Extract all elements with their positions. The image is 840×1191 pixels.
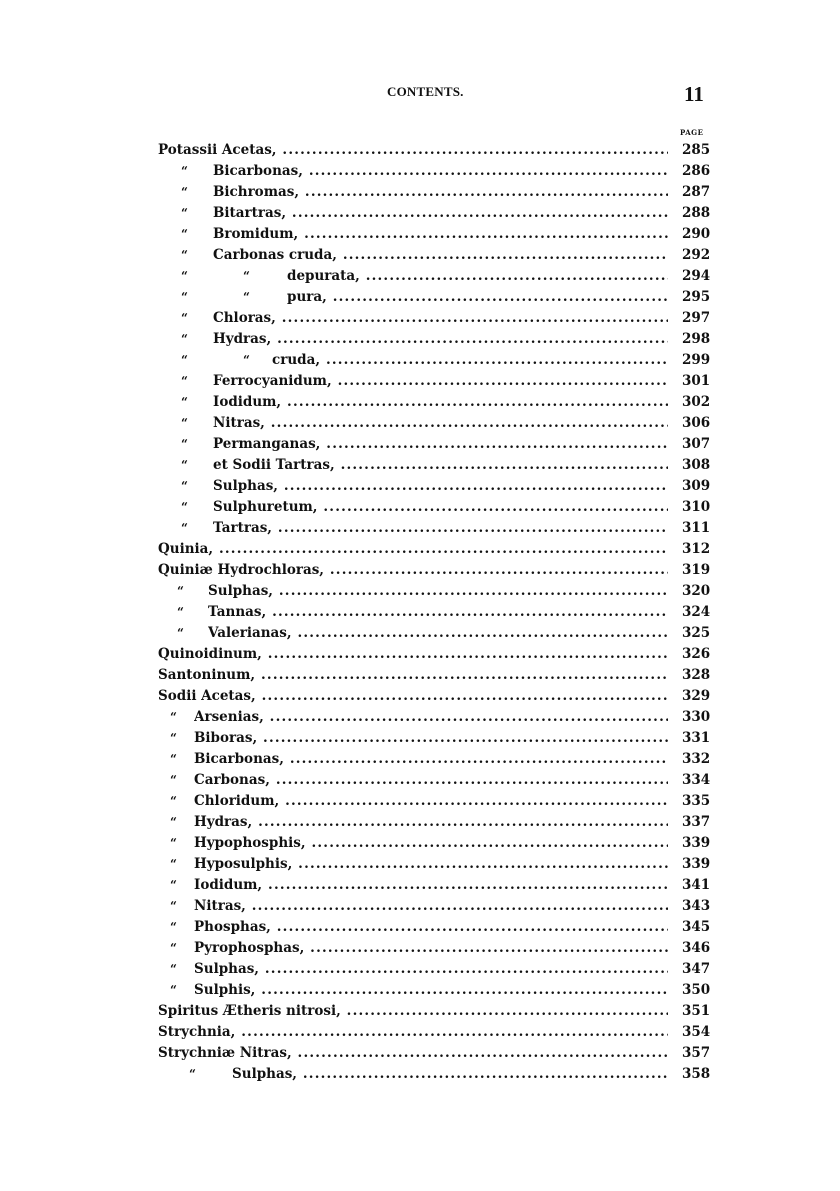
toc-entry-page: 310 xyxy=(682,499,711,515)
toc-entry-page: 295 xyxy=(682,289,711,305)
toc-entry-page: 297 xyxy=(682,310,711,326)
ditto-mark: “ xyxy=(170,962,177,976)
toc-entry-label: Bichromas, ..... xyxy=(213,182,668,203)
toc-entry-page: 328 xyxy=(682,667,711,683)
toc-entry-label: Biboras, ..... xyxy=(194,728,668,749)
toc-entry-page: 346 xyxy=(682,940,711,956)
toc-entry xyxy=(0,560,840,581)
toc-entry xyxy=(0,644,840,665)
toc-entry-page: 332 xyxy=(682,751,711,767)
toc-entry-label: Ferrocyanidum, ..... xyxy=(213,371,668,392)
toc-entry xyxy=(0,938,840,959)
toc-entry-label: Chloridum, ..... xyxy=(194,791,668,812)
toc-entry xyxy=(0,182,840,203)
ditto-mark: “ xyxy=(181,185,188,199)
toc-entry-page: 324 xyxy=(682,604,711,620)
toc-entry-label: Hyposulphis, ..... xyxy=(194,854,668,875)
toc-entry xyxy=(0,476,840,497)
toc-entry-page: 341 xyxy=(682,877,711,893)
toc-entry-page: 347 xyxy=(682,961,711,977)
toc-entry-label: Bromidum, ..... xyxy=(213,224,668,245)
ditto-mark: “ xyxy=(181,206,188,220)
toc-entry-label: Carbonas cruda, ..... xyxy=(213,245,668,266)
ditto-mark: “ xyxy=(181,290,188,304)
ditto-mark: “ xyxy=(170,836,177,850)
toc-entry xyxy=(0,266,840,287)
ditto-mark: “ xyxy=(170,773,177,787)
ditto-mark: “ xyxy=(181,311,188,325)
toc-entry-label: Permanganas, ..... xyxy=(213,434,668,455)
toc-entry-page: 326 xyxy=(682,646,711,662)
toc-entry-page: 330 xyxy=(682,709,711,725)
toc-entry xyxy=(0,602,840,623)
toc-entry-label: Hypophosphis, ..... xyxy=(194,833,668,854)
ditto-mark: “ xyxy=(170,752,177,766)
toc-entry xyxy=(0,140,840,161)
toc-entry-label: Spiritus Ætheris nitrosi, ..... xyxy=(158,1001,668,1022)
toc-entry-page: 301 xyxy=(682,373,711,389)
toc-entry-page: 319 xyxy=(682,562,711,578)
ditto-mark: “ xyxy=(181,416,188,430)
toc-entry-label: Chloras, ..... xyxy=(213,308,668,329)
ditto-mark: “ xyxy=(170,899,177,913)
ditto-mark: “ xyxy=(243,353,250,367)
toc-entry-label: Quinia, ..... xyxy=(158,539,668,560)
toc-entry xyxy=(0,959,840,980)
toc-entry xyxy=(0,581,840,602)
toc-entry xyxy=(0,455,840,476)
toc-entry-page: 339 xyxy=(682,835,711,851)
ditto-mark: “ xyxy=(170,710,177,724)
toc-entry-page: 294 xyxy=(682,268,711,284)
ditto-mark: “ xyxy=(170,731,177,745)
toc-entry xyxy=(0,413,840,434)
toc-entry-page: 354 xyxy=(682,1024,711,1040)
toc-entry-label: pura, ..... xyxy=(287,287,668,308)
ditto-mark: “ xyxy=(181,479,188,493)
toc-entry xyxy=(0,833,840,854)
toc-entry-label: Strychnia, ..... xyxy=(158,1022,668,1043)
ditto-mark: “ xyxy=(181,269,188,283)
toc-entry-label: Hydras, ..... xyxy=(194,812,668,833)
ditto-mark: “ xyxy=(170,920,177,934)
toc-entry-page: 335 xyxy=(682,793,711,809)
toc-entry xyxy=(0,665,840,686)
ditto-mark: “ xyxy=(181,521,188,535)
toc-entry xyxy=(0,812,840,833)
toc-entry xyxy=(0,203,840,224)
toc-entry xyxy=(0,392,840,413)
toc-entry-label: Bitartras, ..... xyxy=(213,203,668,224)
toc-entry xyxy=(0,875,840,896)
toc-entry xyxy=(0,224,840,245)
toc-entry-page: 302 xyxy=(682,394,711,410)
ditto-mark: “ xyxy=(181,248,188,262)
toc-entry-label: Bicarbonas, ..... xyxy=(213,161,668,182)
toc-entry-label: Sulphas, ..... xyxy=(194,959,668,980)
toc-entry xyxy=(0,371,840,392)
ditto-mark: “ xyxy=(177,626,184,640)
toc-entry-page: 311 xyxy=(682,520,711,536)
toc-entry xyxy=(0,728,840,749)
toc-entry xyxy=(0,161,840,182)
ditto-mark: “ xyxy=(181,458,188,472)
toc-entry-page: 329 xyxy=(682,688,711,704)
page-number: 11 xyxy=(684,82,704,106)
ditto-mark: “ xyxy=(170,983,177,997)
toc-entry-label: cruda, ..... xyxy=(272,350,668,371)
ditto-mark: “ xyxy=(181,353,188,367)
toc-entry xyxy=(0,917,840,938)
toc-entry-label: Phosphas, ..... xyxy=(194,917,668,938)
toc-entry-label: Hydras, ..... xyxy=(213,329,668,350)
toc-entry-page: 309 xyxy=(682,478,711,494)
toc-entry xyxy=(0,518,840,539)
toc-entry-label: Valerianas, ..... xyxy=(208,623,668,644)
toc-entry-label: Quiniæ Hydrochloras, ..... xyxy=(158,560,668,581)
toc-entry-label: Sulphis, ..... xyxy=(194,980,668,1001)
toc-entry-page: 299 xyxy=(682,352,711,368)
ditto-mark: “ xyxy=(181,332,188,346)
toc-entry-page: 343 xyxy=(682,898,711,914)
toc-entry-page: 298 xyxy=(682,331,711,347)
toc-entry xyxy=(0,686,840,707)
toc-entry-page: 325 xyxy=(682,625,711,641)
page-column-label: PAGE xyxy=(680,128,704,137)
toc-entry xyxy=(0,539,840,560)
toc-entry-page: 292 xyxy=(682,247,711,263)
toc-entry-label: Sulphas, ..... xyxy=(232,1064,668,1085)
toc-entry-label: Sulphas, ..... xyxy=(213,476,668,497)
toc-entry-label: Arsenias, ..... xyxy=(194,707,668,728)
toc-entry xyxy=(0,896,840,917)
toc-entry-page: 334 xyxy=(682,772,711,788)
toc-entry-page: 285 xyxy=(682,142,711,158)
toc-entry xyxy=(0,707,840,728)
toc-entry-page: 288 xyxy=(682,205,711,221)
toc-entry xyxy=(0,1001,840,1022)
toc-entry-label: Santoninum, ..... xyxy=(158,665,668,686)
toc-entry-label: Carbonas, ..... xyxy=(194,770,668,791)
ditto-mark: “ xyxy=(170,941,177,955)
toc-entry xyxy=(0,350,840,371)
toc-entry-label: Sulphuretum, ..... xyxy=(213,497,668,518)
toc-entry xyxy=(0,308,840,329)
toc-entry xyxy=(0,1022,840,1043)
ditto-mark: “ xyxy=(170,857,177,871)
toc-entry xyxy=(0,329,840,350)
ditto-mark: “ xyxy=(181,227,188,241)
toc-entry-page: 287 xyxy=(682,184,711,200)
toc-entry-label: Bicarbonas, ..... xyxy=(194,749,668,770)
toc-entry-label: Sodii Acetas, ..... xyxy=(158,686,668,707)
toc-entry-label: Pyrophosphas, ..... xyxy=(194,938,668,959)
toc-entry-label: Nitras, ..... xyxy=(213,413,668,434)
toc-entry xyxy=(0,1064,840,1085)
ditto-mark: “ xyxy=(170,815,177,829)
toc-entry-label: Tannas, ..... xyxy=(208,602,668,623)
toc-entry-page: 320 xyxy=(682,583,711,599)
toc-entry-label: Quinoidinum, ..... xyxy=(158,644,668,665)
toc-entry-page: 358 xyxy=(682,1066,711,1082)
toc-entry xyxy=(0,854,840,875)
ditto-mark: “ xyxy=(170,878,177,892)
ditto-mark: “ xyxy=(170,794,177,808)
toc-entry xyxy=(0,623,840,644)
ditto-mark: “ xyxy=(181,500,188,514)
toc-entry-label: Iodidum, ..... xyxy=(194,875,668,896)
toc-entry-label: Tartras, ..... xyxy=(213,518,668,539)
toc-entry-label: Sulphas, ..... xyxy=(208,581,668,602)
ditto-mark: “ xyxy=(243,269,250,283)
toc-entry-page: 357 xyxy=(682,1045,711,1061)
toc-entry-label: Potassii Acetas, ..... xyxy=(158,140,668,161)
toc-entry-label: depurata, ..... xyxy=(287,266,668,287)
ditto-mark: “ xyxy=(181,374,188,388)
toc-entry xyxy=(0,791,840,812)
toc-entry-label: Nitras, ..... xyxy=(194,896,668,917)
toc-entry xyxy=(0,497,840,518)
ditto-mark: “ xyxy=(177,584,184,598)
toc-entry xyxy=(0,245,840,266)
toc-entry xyxy=(0,287,840,308)
toc-entry xyxy=(0,980,840,1001)
toc-entry-page: 308 xyxy=(682,457,711,473)
toc-entry-page: 345 xyxy=(682,919,711,935)
ditto-mark: “ xyxy=(189,1067,196,1081)
toc-entry-page: 286 xyxy=(682,163,711,179)
toc-entry-label: Strychniæ Nitras, ..... xyxy=(158,1043,668,1064)
toc-entry-page: 306 xyxy=(682,415,711,431)
toc-entry xyxy=(0,434,840,455)
toc-entry xyxy=(0,1043,840,1064)
toc-entry-label: Iodidum, ..... xyxy=(213,392,668,413)
toc-entry-page: 351 xyxy=(682,1003,711,1019)
ditto-mark: “ xyxy=(181,395,188,409)
ditto-mark: “ xyxy=(243,290,250,304)
page-title: CONTENTS. xyxy=(387,84,464,99)
toc-entry-page: 350 xyxy=(682,982,711,998)
toc-entry-page: 312 xyxy=(682,541,711,557)
toc-entry xyxy=(0,749,840,770)
ditto-mark: “ xyxy=(181,164,188,178)
toc-entry-page: 339 xyxy=(682,856,711,872)
toc-entry-page: 290 xyxy=(682,226,711,242)
toc-entry-page: 307 xyxy=(682,436,711,452)
ditto-mark: “ xyxy=(181,437,188,451)
toc-entry-label: et Sodii Tartras, ..... xyxy=(213,455,668,476)
ditto-mark: “ xyxy=(177,605,184,619)
toc-entry-page: 337 xyxy=(682,814,711,830)
toc-entry xyxy=(0,770,840,791)
toc-entry-page: 331 xyxy=(682,730,711,746)
